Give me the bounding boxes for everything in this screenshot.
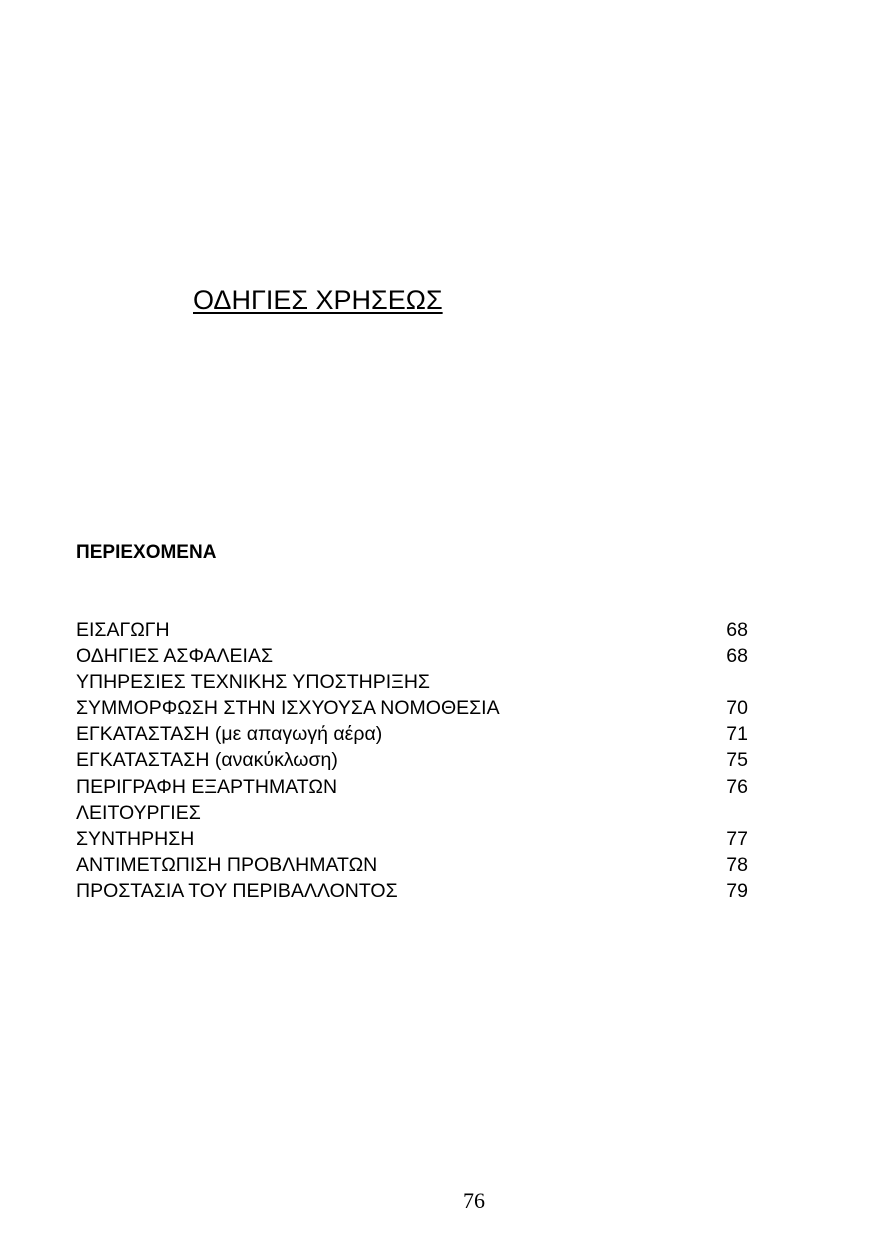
toc-entry-label: ΛΕΙΤΟΥΡΓΙΕΣ (76, 801, 201, 824)
toc-entry (76, 852, 748, 878)
toc-entry (76, 878, 748, 904)
toc-entry-page: 77 (726, 827, 748, 850)
toc-entry-label: ΑΝΤΙΜΕΤΩΠΙΣΗ ΠΡΟΒΛΗΜΑΤΩΝ (76, 853, 378, 876)
toc-entry-label: ΠΡΟΣΤΑΣΙΑ ΤΟΥ ΠΕΡΙΒΑΛΛΟΝΤΟΣ (76, 879, 398, 902)
toc-entry-page: 75 (726, 749, 748, 772)
toc-entry-label: ΕΓΚΑΤΑΣΤΑΣΗ (ανακύκλωση) (76, 749, 338, 772)
toc-entry-page: 68 (726, 645, 748, 668)
toc-entry-label: ΟΔΗΓΙΕΣ ΑΣΦΑΛΕΙΑΣ (76, 645, 273, 668)
toc-entry (76, 826, 748, 852)
toc-entry-label: ΣΥΝΤΗΡΗΣΗ (76, 827, 195, 850)
toc-entry-page: 79 (726, 879, 748, 902)
page-number: 76 (463, 1188, 485, 1213)
toc-entry (76, 669, 748, 695)
table-of-contents (76, 617, 748, 904)
toc-entry (76, 747, 748, 773)
toc-entry-label: ΕΙΣΑΓΩΓΗ (76, 619, 170, 641)
toc-heading: ΠΕΡΙΕΧΟΜΕΝΑ (76, 542, 217, 563)
toc-entry (76, 774, 748, 800)
toc-entry-label: ΣΥΜΜΟΡΦΩΣΗ ΣΤΗΝ ΙΣΧΥΟΥΣΑ ΝΟΜΟΘΕΣΙΑ (76, 697, 500, 720)
toc-entry-page: 68 (726, 619, 748, 641)
toc-entry-label: ΕΓΚΑΤΑΣΤΑΣΗ (με απαγωγή αέρα) (76, 723, 383, 746)
toc-entry-page: 70 (726, 697, 748, 720)
toc-entry (76, 695, 748, 721)
toc-entry (76, 617, 748, 643)
toc-entry (76, 721, 748, 747)
toc-entry-page: 71 (726, 723, 748, 746)
toc-entry-page: 78 (726, 853, 748, 876)
toc-entry-page: 76 (726, 775, 748, 798)
toc-entry-label: ΠΕΡΙΓΡΑΦΗ ΕΞΑΡΤΗΜΑΤΩΝ (76, 775, 338, 798)
toc-entry (76, 800, 748, 826)
toc-entry (76, 643, 748, 669)
page-title: ΟΔΗΓΙΕΣ ΧΡΗΣΕΩΣ (193, 285, 443, 315)
toc-entry-label: ΥΠΗΡΕΣΙΕΣ ΤΕΧΝΙΚΗΣ ΥΠΟΣΤΗΡΙΞΗΣ (76, 671, 430, 694)
